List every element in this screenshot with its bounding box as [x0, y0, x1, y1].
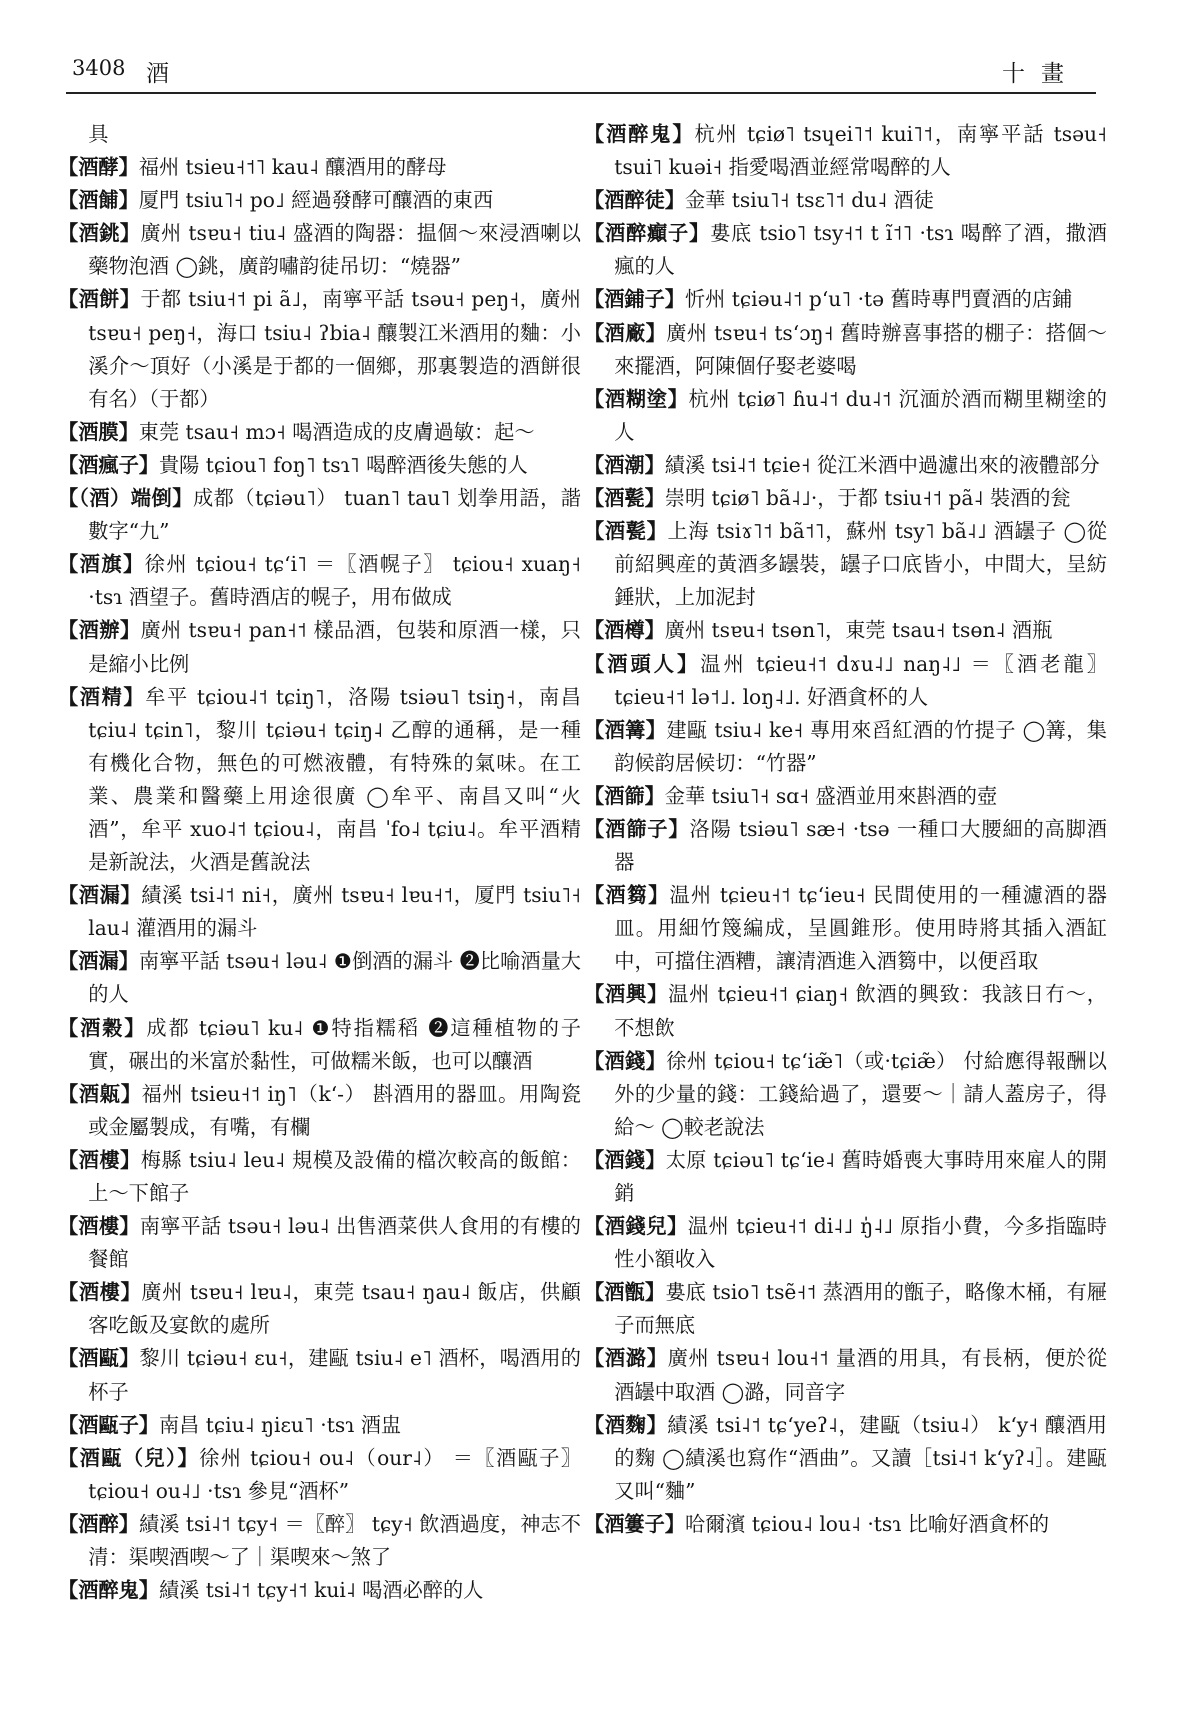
dictionary-entry: 【酒篝】建甌 tsiu˨ ke˧ 專用來舀紅酒的竹提子 ◯篝，集韵候韵居候切：“竹器”: [584, 717, 1107, 775]
dictionary-entry: 【酒甑】婁底 tsio˥ tsẽ˧˦ 蒸酒用的甑子，略像木桶，有屜子而無底: [584, 1280, 1107, 1338]
entry-headword: 【酒樓】: [58, 1147, 141, 1172]
dictionary-entry: 【酒甏】崇明 tɕiø˥ bã˨˩·，于都 tsiu˧˦ pã˨ 裝酒的瓮: [584, 486, 1071, 511]
entry-headword: 【酒甌】: [58, 1346, 140, 1371]
left-column: [58, 118, 581, 1708]
dictionary-entry: 【酒瘋子】貴陽 tɕiou˥ foŋ˥ tsɿ˥ 喝醉酒後失態的人: [58, 452, 528, 477]
dictionary-entry: 【酒醉癲子】婁底 tsio˥ tsy˧˦ t ĩ˦˥ ·tsɿ 喝醉了酒，撒酒瘋的人: [584, 221, 1107, 279]
entry-headword: 【（酒）端倒】: [58, 486, 193, 511]
entry-headword: 【酒篩子】: [584, 816, 690, 841]
entry-headword: 【酒醉徒】: [584, 188, 685, 213]
dictionary-entry: 【酒興】温州 tɕieu˧˦ ɕiaŋ˧ 飲酒的興致：我該日冇～，不想飲: [584, 982, 1107, 1040]
entry-headword: 【酒篩】: [584, 783, 665, 808]
dictionary-entry: 【酒醉鬼】績溪 tsi˨˦ tɕy˧˦ kui˨ 喝酒必醉的人: [58, 1578, 484, 1603]
dictionary-entry: 【酒醉徒】金華 tsiu˥˧ tsɛ˥˦ du˨ 酒徒: [584, 188, 934, 213]
entry-headword: 【酒篝】: [584, 717, 667, 742]
dictionary-entry: 【酒精】牟平 tɕiou˨˦ tɕiŋ˥，洛陽 tsiəu˥ tsiŋ˧，南昌 tɕiu˨ tɕin˥，黎川 tɕiəu˧ tɕiŋ˨ 乙醇的通稱，是一種有機化合物，無色的可燃液體，有特殊的氣味。在工業、農業和醫藥上用途很廣 ◯牟平、南昌又叫“火酒”，牟平 xuo˨˦ tɕiou˨，南昌 ˈfo˨ tɕiu˨。牟平酒精是新說法，火酒是舊說法: [58, 684, 581, 875]
entry-headword: 【酒辦】: [58, 618, 141, 643]
dictionary-entry: 【酒樓】廣州 tsɐu˧ lɐu˨，東莞 tsau˧ ŋau˨ 飯店，供顧客吃飯及宴飲的處所: [58, 1280, 581, 1338]
dictionary-entry: 【酒餅】于都 tsiu˧˦ pi ã˩，南寧平話 tsəu˧ peŋ˧，廣州 tsɐu˧ peŋ˧，海口 tsiu˨ ʔbia˨ 釀製江米酒用的麯：小溪介～頂好（小溪是于都的一個鄉，那裏製造的酒餅很有名）（于都）: [58, 287, 581, 411]
dictionary-entry: 【酒醉鬼】杭州 tɕiø˥ tsɥei˥˦ kui˥˦，南寧平話 tsəu˧ tsui˥ kuəi˧ 指愛喝酒並經常喝醉的人: [584, 122, 1107, 180]
dictionary-entry: 【酒漏】績溪 tsi˨˦ ni˧，廣州 tsɐu˧ lɐu˧˦，厦門 tsiu˥˧ lau˨ 灌酒用的漏斗: [58, 883, 581, 941]
dictionary-entry: 【酒醉】績溪 tsi˨˦ tɕy˧ ＝〖醉〗 tɕy˧ 飲酒過度，神志不清：渠喫酒喫～了｜渠喫來～煞了: [58, 1511, 581, 1570]
dictionary-entry: 【酒樓】南寧平話 tsəu˧ ləu˨ 出售酒菜供人食用的有樓的餐館: [58, 1214, 581, 1272]
entry-headword: 【酒醉癲子】: [584, 221, 711, 246]
section-title: 十畫: [1002, 61, 1080, 87]
page-number: 3408: [72, 56, 126, 80]
entry-headword: 【酒穀】: [58, 1015, 147, 1040]
dictionary-entry: 【酒篩子】洛陽 tsiəu˥ sæ˧ ·tsə 一種口大腰細的高脚酒器: [584, 816, 1107, 875]
entry-headword: 【酒甑】: [584, 1280, 666, 1305]
dictionary-entry: 【酒銚】廣州 tsɐu˧ tiu˨ 盛酒的陶器：揾個～來浸酒喇以藥物泡酒 ◯銚，廣韵嘯韵徒吊切：“燒器”: [58, 221, 581, 279]
dictionary-entry: 【酒酵】福州 tsieu˧˦˥ kau˨ 釀酒用的酵母: [58, 155, 447, 180]
dictionary-entry: 【酒錢】徐州 tɕiou˧ tɕʻiæ̃˥（或·tɕiæ̃） 付給應得報酬以外的少量的錢：工錢給過了，還要～｜請人蓋房子，得給～ ◯較老說法: [584, 1048, 1107, 1139]
entry-headword: 【酒甌子】: [58, 1412, 159, 1437]
dictionary-entry: 【酒辦】廣州 tsɐu˧ pan˧˦ 樣品酒，包裝和原酒一樣，只是縮小比例: [58, 618, 581, 676]
dictionary-entry: 【酒旗】徐州 tɕiou˧ tɕʻi˥ ＝〖酒幌子〗 tɕiou˧ xuaŋ˧ ·tsɿ 酒望子。舊時酒店的幌子，用布做成: [58, 552, 581, 610]
dictionary-entry: 【酒穀】成都 tɕiəu˥ ku˨ ❶特指糯稻 ❷這種植物的子實，碾出的米富於黏性，可做糯米飯，也可以釀酒: [58, 1015, 581, 1073]
entry-headword: 【酒甏】: [584, 519, 668, 544]
entry-headword: 【酒錢】: [584, 1147, 666, 1172]
entry-headword: 【酒樽】: [584, 618, 665, 643]
dictionary-entry: 【酒甈】福州 tsieu˧˦ iŋ˥（kʻ-） 斟酒用的器皿。用陶瓷或金屬製成，有嘴，有欄: [58, 1081, 581, 1139]
dictionary-entry: 【酒麴】績溪 tsi˨˦ tɕʻyeʔ˨，建甌（tsiu˨） kʻy˧ 釀酒用的麴 ◯績溪也寫作“酒曲”。又讀［tsi˨˦ kʻyʔ˨］。建甌又叫“麯”: [584, 1412, 1107, 1503]
dictionary-entry: 【酒膜】東莞 tsau˧ mɔ˧ 喝酒造成的皮膚過敏：起～: [58, 419, 535, 444]
dictionary-entry: 【酒甌子】南昌 tɕiu˨ ŋiɛu˥ ·tsɿ 酒盅: [58, 1412, 402, 1437]
dictionary-entry: 【酒甌（兒）】徐州 tɕiou˧ ou˨（our˨） ＝〖酒甌子〗 tɕiou˧ ou˨˩ ·tsɿ 參見“酒杯”: [58, 1445, 581, 1503]
entry-headword: 【酒膜】: [58, 419, 139, 444]
dictionary-entry: 【酒頭人】温州 tɕieu˧˦ dɤu˨˩ naŋ˨˩ ＝〖酒老龍〗 tɕieu˧˦ lə˦˩. loŋ˨˩. 好酒貪杯的人: [584, 651, 1107, 709]
dictionary-entry: 【酒潞】廣州 tsɐu˧ lou˧˦ 量酒的用具，有長柄，便於從酒罎中取酒 ◯潞，同音字: [584, 1346, 1107, 1404]
dictionary-entry: 【酒漏】南寧平話 tsəu˧ ləu˨ ❶倒酒的漏斗 ❷比喻酒量大的人: [58, 949, 581, 1007]
page-header: [66, 50, 1096, 94]
dictionary-entry: 【酒樓】梅縣 tsiu˨ leu˨ 規模及設備的檔次較高的飯館：上～下館子: [58, 1147, 581, 1205]
entry-headword: 【酒潮】: [584, 452, 665, 477]
header-character: 酒: [146, 61, 169, 87]
dictionary-entry: 【酒錢】太原 tɕiəu˥ tɕʻie˨ 舊時婚喪大事時用來雇人的開銷: [584, 1147, 1107, 1205]
dictionary-entry: 【（酒）端倒】成都（tɕiəu˥） tuan˥ tau˥ 划拳用語，諧數字“九”: [58, 486, 581, 544]
entry-headword: 【酒鋪子】: [584, 287, 685, 312]
dictionary-entry: 【酒糊塗】杭州 tɕiø˥ ɦu˨˦ du˨˦ 沉湎於酒而糊里糊塗的人: [584, 386, 1107, 444]
entry-headword: 【酒興】: [584, 982, 669, 1007]
dictionary-entry: 【酒樽】廣州 tsɐu˧ tsɵn˥，東莞 tsau˧ tsɵn˨ 酒瓶: [584, 618, 1053, 643]
entry-headword: 【酒頭人】: [584, 651, 701, 676]
dictionary-entry: 【酒鋪子】忻州 tɕiəu˨˦ pʻu˥ ·tə 舊時專門賣酒的店鋪: [584, 287, 1073, 312]
dictionary-entry: 【酒篘】温州 tɕieu˧˦ tɕʻieu˧ 民間使用的一種濾酒的器皿。用細竹篾編成，呈圓錐形。使用時將其插入酒缸中，可擋住酒糟，讓清酒進入酒篘中，以便舀取: [584, 883, 1107, 974]
entry-headword: 【酒潞】: [584, 1346, 668, 1371]
entry-headword: 【酒精】: [58, 684, 146, 709]
entry-headword: 【酒錢】: [584, 1048, 667, 1073]
entry-headword: 【酒篘】: [584, 883, 670, 908]
entry-headword: 【酒餅】: [58, 287, 141, 312]
right-column: [584, 118, 1107, 1708]
dictionary-entry: 具: [88, 122, 109, 146]
dictionary-entry: 【酒潮】績溪 tsi˨˦ tɕie˧ 從江米酒中過濾出來的液體部分: [584, 452, 1100, 477]
entry-headword: 【酒餔】: [58, 188, 139, 213]
dictionary-entry: 【酒簍子】哈爾濱 tɕiou˨ lou˨ ·tsɿ 比喻好酒貪杯的: [584, 1511, 1050, 1536]
entry-headword: 【酒醉鬼】: [58, 1578, 159, 1603]
dictionary-entry: 【酒甏】上海 tsiɤ˥˦ bã˦˥，蘇州 tsy˥ bã˨˩ 酒罎子 ◯從前紹興産的黃酒多罎裝，罎子口底皆小，中間大，呈紡錘狀，上加泥封: [584, 519, 1107, 610]
entry-headword: 【酒甈】: [58, 1081, 142, 1106]
entry-headword: 【酒酵】: [58, 155, 139, 180]
entry-headword: 【酒銚】: [58, 221, 141, 246]
entry-headword: 【酒錢兒】: [584, 1214, 688, 1239]
entry-headword: 【酒甏】: [584, 486, 665, 511]
entry-headword: 【酒醉鬼】: [584, 122, 695, 146]
dictionary-entry: 【酒餔】厦門 tsiu˥˧ po˩ 經過發酵可釀酒的東西: [58, 188, 494, 213]
entry-headword: 【酒旗】: [58, 552, 145, 577]
entry-headword: 【酒漏】: [58, 949, 139, 974]
entry-headword: 【酒甌（兒）】: [58, 1445, 200, 1470]
entry-headword: 【酒糊塗】: [584, 386, 689, 411]
dictionary-entry: 【酒篩】金華 tsiu˥˧ sɑ˧ 盛酒並用來斟酒的壺: [584, 783, 998, 808]
entry-headword: 【酒漏】: [58, 883, 142, 908]
dictionary-entry: 【酒廠】廣州 tsɐu˧ tsʻɔŋ˧ 舊時辦喜事搭的棚子：搭個～來擺酒，阿陳個仔娶老婆喝: [584, 320, 1107, 378]
entry-headword: 【酒樓】: [58, 1280, 142, 1305]
entry-headword: 【酒醉】: [58, 1511, 139, 1536]
entry-headword: 【酒麴】: [584, 1412, 668, 1437]
entry-headword: 【酒樓】: [58, 1214, 140, 1239]
entry-headword: 【酒簍子】: [584, 1511, 685, 1536]
dictionary-entry: 【酒甌】黎川 tɕiəu˧ ɛu˧，建甌 tsiu˨ e˥ 酒杯，喝酒用的杯子: [58, 1346, 581, 1404]
entry-headword: 【酒瘋子】: [58, 452, 159, 477]
dictionary-entry: 【酒錢兒】温州 tɕieu˧˦ di˨˩ ŋ̍˨˩ 原指小費，今多指臨時性小額收入: [584, 1214, 1107, 1272]
entry-headword: 【酒廠】: [584, 320, 667, 345]
